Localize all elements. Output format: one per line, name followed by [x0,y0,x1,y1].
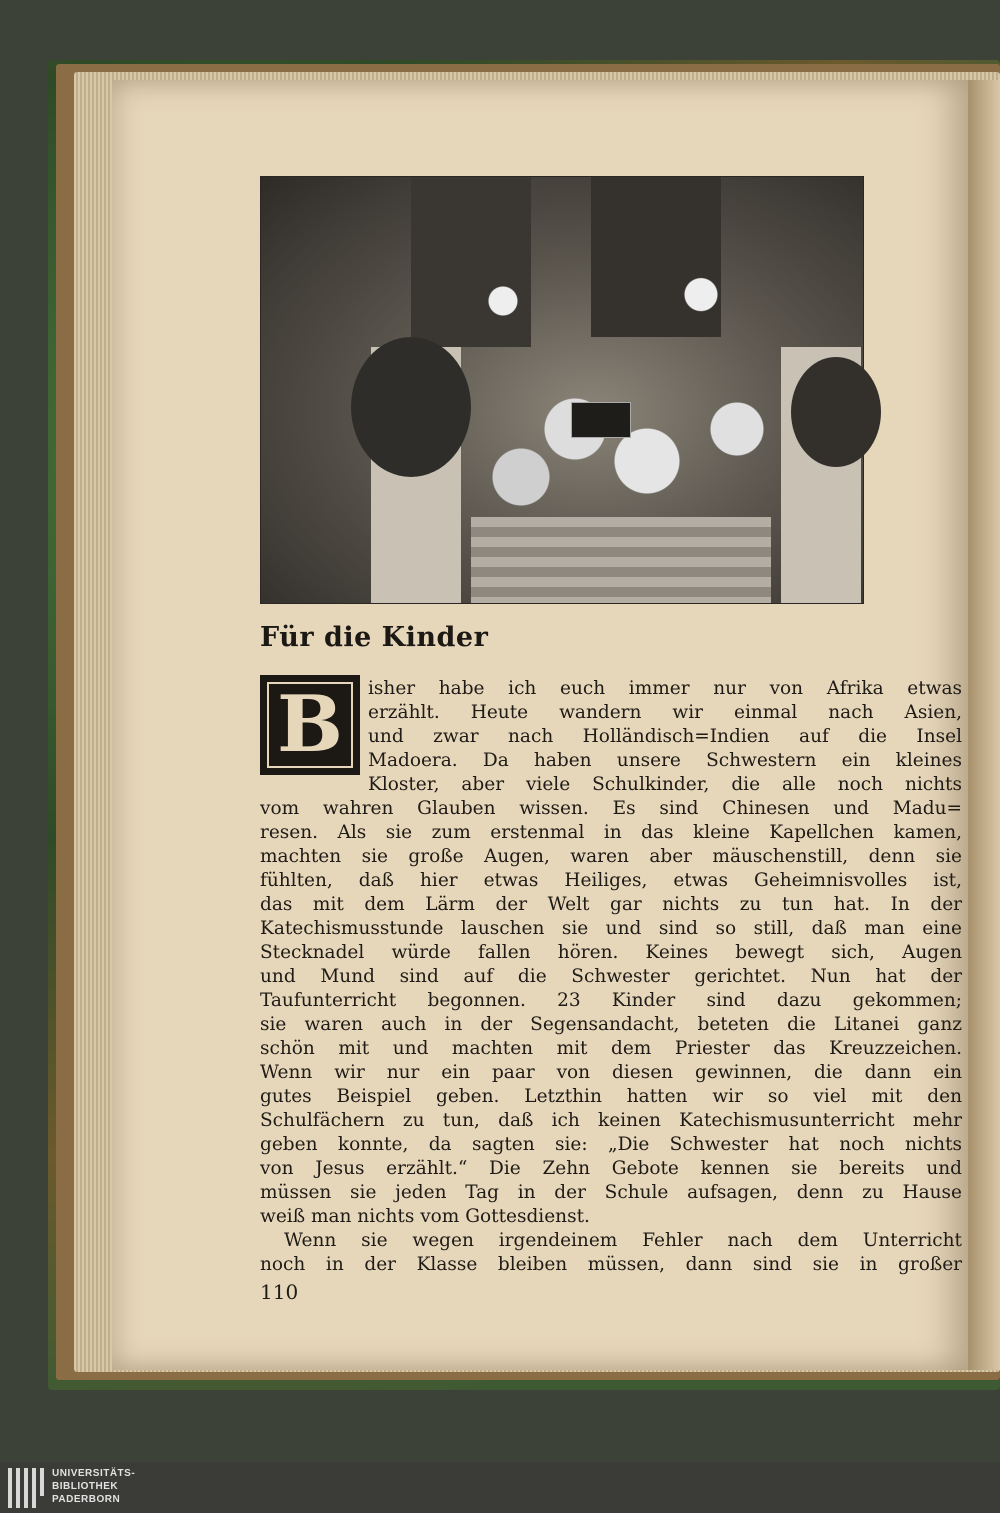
library-footer [0,1462,1000,1513]
text-line: Schulfächern zu tun, daß ich keinen Katechismusunterricht mehr [260,1110,962,1131]
text-line: sie waren auch in der Segensandacht, beteten die Litanei ganz [260,1014,962,1035]
decorated-initial [260,675,360,775]
text-line: Wenn sie wegen irgendeinem Fehler nach dem Unterricht [284,1230,962,1251]
facing-page-edge [966,80,1000,1370]
text-line: das mit dem Lärm der Welt gar nichts zu tun hat. In der [260,894,962,915]
text-line: fühlten, daß hier etwas Heiliges, etwas Geheimnisvolles ist, [260,870,962,891]
text-line: und Mund sind auf die Schwester gerichtet. Nun hat der [260,966,962,987]
text-line: von Jesus erzählt.“ Die Zehn Gebote kennen sie bereits und [260,1158,962,1179]
text-line: und zwar nach Holländisch=Indien auf die Insel [368,726,962,747]
dropcap-letter: B [277,679,343,770]
text-line: vom wahren Glauben wissen. Es sind Chinesen und Madu= [260,798,962,819]
text-line: resen. Als sie zum erstenmal in das kleine Kapellchen kamen, [260,822,962,843]
photo-children-with-nuns [260,176,864,604]
section-title: Für die Kinder [260,622,489,653]
book-page [112,80,968,1370]
group-of-children [431,237,791,557]
text-line: Wenn wir nur ein paar von diesen gewinnen, die dann ein [260,1062,962,1083]
text-line: schön mit und machten mit dem Priester das Kreuzzeichen. [260,1038,962,1059]
text-line: müssen sie jeden Tag in der Schule aufsagen, denn zu Hause [260,1182,962,1203]
text-line: Stecknadel würde fallen hören. Keines bewegt sich, Augen [260,942,962,963]
library-name: UNIVERSITÄTS- BIBLIOTHEK PADERBORN [52,1468,136,1505]
photo-sign [571,402,631,438]
text-line: weiß man nichts vom Gottesdienst. [260,1206,590,1227]
text-line: noch in der Klasse bleiben müssen, dann sind sie in großer [260,1254,962,1275]
text-line: machten sie große Augen, waren aber mäuschenstill, denn sie [260,846,962,867]
text-line: gutes Beispiel geben. Letzthin hatten wir so viel mit den [260,1086,962,1107]
text-line: Taufunterricht begonnen. 23 Kinder sind dazu gekommen; [260,990,962,1011]
text-line: geben konnte, da sagten sie: „Die Schwester hat noch nichts [260,1134,962,1155]
library-logo-icon [8,1468,48,1508]
text-line: erzählt. Heute wandern wir einmal nach Asien, [368,702,962,723]
text-line: Katechismusstunde lauschen sie und sind so still, daß man eine [260,918,962,939]
text-line: isher habe ich euch immer nur von Afrika etwas [368,678,962,699]
page-number: 110 [260,1280,299,1304]
text-line: Madoera. Da haben unsere Schwestern ein kleines [368,750,962,771]
text-line: Kloster, aber viele Schulkinder, die alle noch nichts [368,774,962,795]
